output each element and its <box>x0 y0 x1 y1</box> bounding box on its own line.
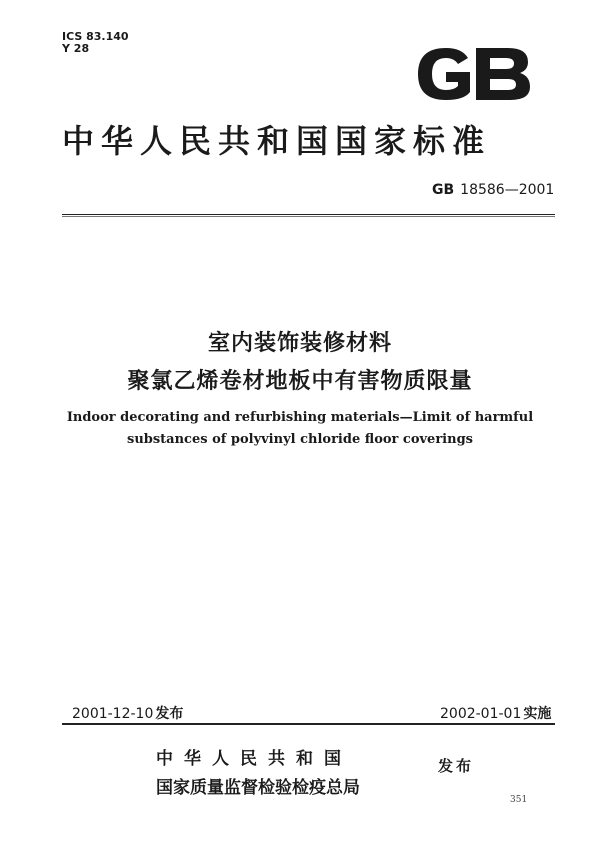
issue-date <box>72 703 183 723</box>
publisher-block <box>156 744 360 798</box>
issue-date-value: 2001-12-10 <box>72 706 154 722</box>
header-divider <box>62 214 555 215</box>
footer-divider <box>62 723 555 725</box>
title-cn-line2: 聚氯乙烯卷材地板中有害物质限量 <box>127 369 473 394</box>
standard-type-title: 中华人民共和国国家标准 <box>62 122 492 160</box>
classification-codes <box>62 31 129 55</box>
publisher-line2: 国家质量监督检验检疫总局 <box>156 778 360 798</box>
publish-action-label: 发布 <box>438 757 475 775</box>
issue-date-label: 发布 <box>155 706 184 722</box>
implementation-date-value: 2002-01-01 <box>440 706 522 722</box>
publisher-line1: 中华人民共和国 <box>156 749 352 769</box>
title-cn-line1: 室内装饰装修材料 <box>207 331 392 356</box>
gb-logo <box>412 44 534 104</box>
page-number: 351 <box>510 795 528 805</box>
category-code: Y 28 <box>62 42 90 55</box>
standard-number-prefix: GB <box>432 182 455 198</box>
implementation-date-label: 实施 <box>523 706 552 722</box>
standard-number-value: 18586—2001 <box>460 182 555 198</box>
ics-code: ICS 83.140 <box>62 30 129 43</box>
header-divider-secondary <box>62 216 555 217</box>
implementation-date <box>440 703 551 723</box>
standard-number <box>432 182 554 198</box>
title-en-line1: Indoor decorating and refurbishing materials—Limit of harmful <box>66 410 534 425</box>
title-en-line2: substances of polyvinyl chloride floor coverings <box>127 432 473 447</box>
